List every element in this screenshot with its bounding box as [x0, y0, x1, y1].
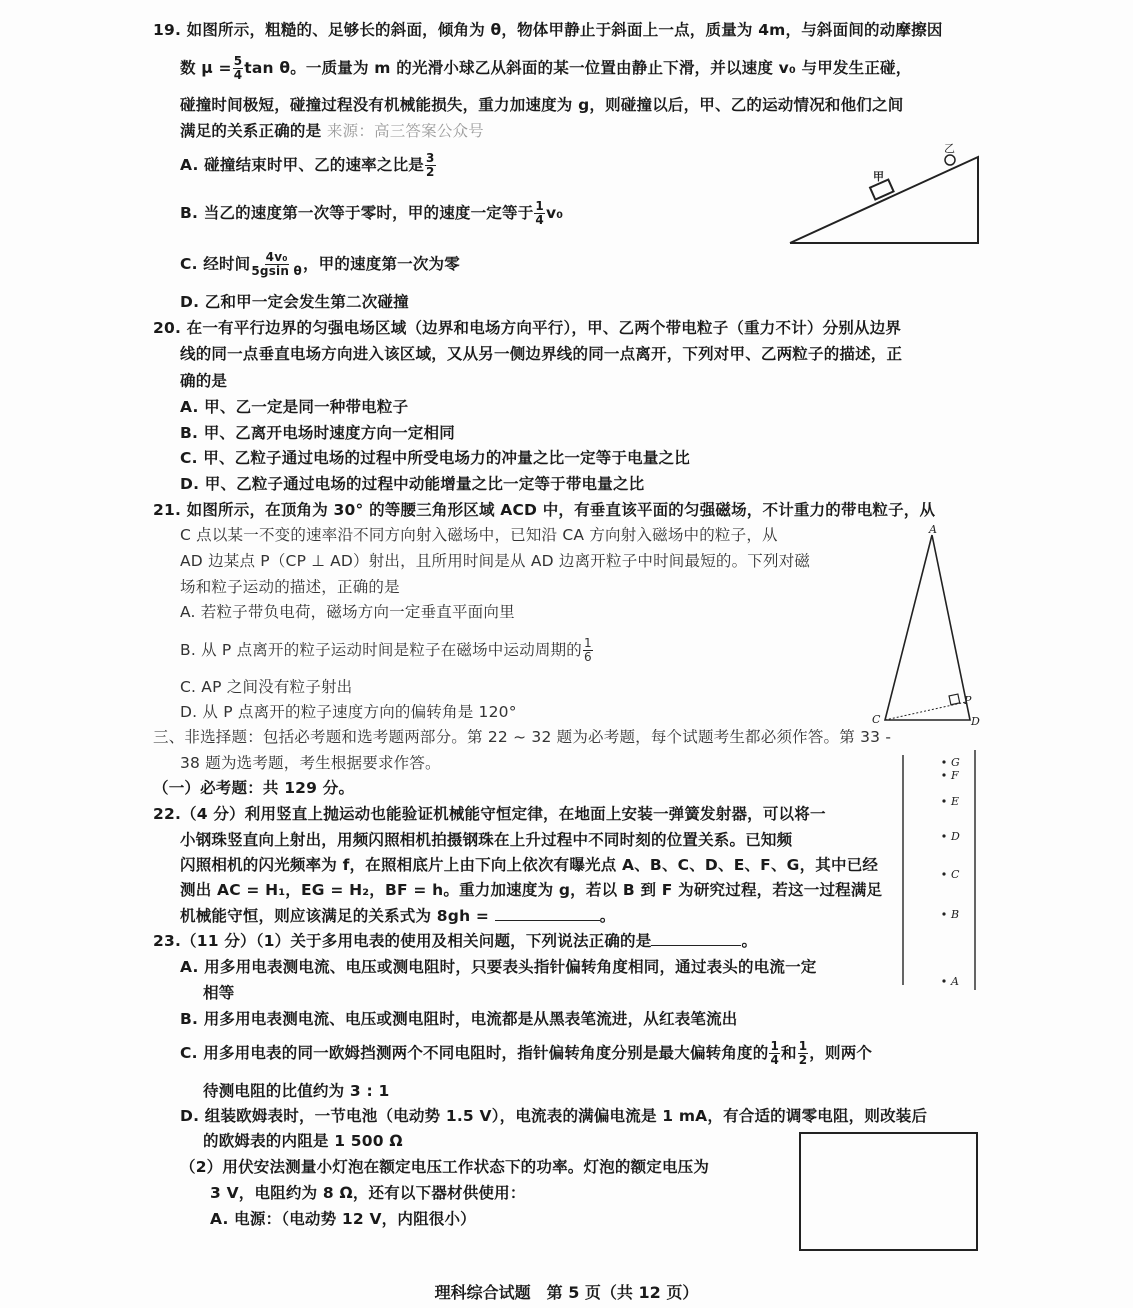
- numerator: 3: [425, 151, 435, 165]
- label-a: A: [929, 523, 937, 536]
- triangle-acd-figure: [885, 535, 970, 720]
- text: A. 碰撞结束时甲、乙的速率之比是: [180, 156, 424, 174]
- denominator: 4: [535, 213, 544, 227]
- q19-option-d: D. 乙和甲一定会发生第二次碰撞: [180, 293, 409, 311]
- q20-option-c: C. 甲、乙粒子通过电场的过程中所受电场力的冲量之比一定等于电量之比: [180, 449, 690, 467]
- section3-line2: 38 题为选考题，考生根据要求作答。: [180, 754, 441, 772]
- q22-line3: 闪照相机的闪光频率为 f，在照相底片上由下向上依次有曝光点 A、B、C、D、E、F、G，其中已经: [180, 856, 879, 874]
- point-a: [942, 979, 945, 982]
- q23-option-c-cont: 待测电阻的比值约为 3 : 1: [203, 1082, 390, 1100]
- q23-option-a: A. 用多用电表测电流、电压或测电阻时，只要表头指针偏转角度相同，通过表头的电流一定: [180, 958, 817, 976]
- label-jia: 甲: [873, 170, 884, 183]
- point-label: A: [951, 975, 959, 988]
- q21-option-d: D. 从 P 点离开的粒子速度方向的偏转角是 120°: [180, 703, 517, 721]
- q23-option-d-cont: 的欧姆表的内阻是 1 500 Ω: [203, 1132, 403, 1150]
- incline-triangle: [790, 157, 978, 243]
- q22-line2: 小钢珠竖直向上射出，用频闪照相机拍摄钢珠在上升过程中不同时刻的位置关系。已知频: [180, 831, 793, 849]
- q20-option-b: B. 甲、乙离开电场时速度方向一定相同: [180, 424, 455, 442]
- q20-line1: 20. 在一有平行边界的匀强电场区域（边界和电场方向平行），甲、乙两个带电粒子（重力不计）分别从边界: [153, 319, 902, 337]
- flash-points-figure: [903, 750, 975, 990]
- numerator: 5: [233, 54, 243, 68]
- denominator: 2: [798, 1053, 808, 1067]
- q22-line1: 22.（4 分）利用竖直上抛运动也能验证机械能守恒定律，在地面上安装一弹簧发射器，可以将一: [153, 805, 826, 823]
- text: tan θ。一质量为 m 的光滑小球乙从斜面的某一位置由静止下滑，并以速度 v₀ 与甲发生正碰，: [244, 59, 912, 77]
- denominator: 4: [770, 1053, 780, 1067]
- triangle-acd: [885, 535, 970, 720]
- label-p: P: [964, 694, 972, 707]
- text: 满足的关系正确的是: [180, 122, 322, 140]
- q19-line1: 19. 如图所示，粗糙的、足够长的斜面，倾角为 θ，物体甲静止于斜面上一点，质量为 4m，与斜面间的动摩擦因: [153, 21, 943, 39]
- q22-line4: 测出 AC = H₁，EG = H₂，BF = h。重力加速度为 g，若以 B 到 F 为研究过程，若这一过程满足: [180, 881, 883, 899]
- q23-part2-line2: 3 V，电阻约为 8 Ω，还有以下器材供使用：: [210, 1184, 526, 1202]
- label-c: C: [872, 713, 881, 726]
- text: 机械能守恒，则应该满足的关系式为 8gh =: [180, 907, 490, 925]
- q21-option-a: A. 若粒子带负电荷，磁场方向一定垂直平面向里: [180, 603, 515, 621]
- numerator: 4v₀: [265, 250, 288, 264]
- label-yi: 乙: [944, 142, 955, 155]
- q20-option-a: A. 甲、乙一定是同一种带电粒子: [180, 398, 409, 416]
- point-label: C: [951, 868, 960, 881]
- numerator: 1: [535, 199, 544, 213]
- point-label: B: [951, 908, 960, 921]
- point-b: [942, 912, 945, 915]
- text: 23.（11 分）（1）关于多用电表的使用及相关问题，下列说法正确的是: [153, 932, 652, 950]
- point-c: [942, 872, 945, 875]
- q20-line2: 线的同一点垂直电场方向进入该区域，又从另一侧边界线的同一点离开，下列对甲、乙两粒子的描述，正: [180, 345, 903, 363]
- q19-line3: 碰撞时间极短，碰撞过程没有机械能损失，重力加速度为 g，则碰撞以后，甲、乙的运动情况和他们之间: [180, 96, 904, 114]
- page-footer: 理科综合试题 第 5 页（共 12 页）: [434, 1283, 699, 1302]
- q20-line3: 确的是: [180, 372, 228, 390]
- text: B. 从 P 点离开的粒子运动时间是粒子在磁场中运动周期的: [180, 641, 582, 659]
- q21-line1: 21. 如图所示，在顶角为 30° 的等腰三角形区域 ACD 中，有垂直该平面的匀强磁场，不计重力的带电粒子，从: [153, 501, 936, 519]
- numerator: 1: [770, 1039, 780, 1053]
- label-d: D: [971, 715, 980, 728]
- q23-option-a-cont: 相等: [203, 984, 235, 1002]
- q23-option-d: D. 组装欧姆表时，一节电池（电动势 1.5 V），电流表的满偏电流是 1 mA，有合适的调零电阻，则改装后: [180, 1107, 928, 1125]
- incline-figure: [790, 155, 978, 243]
- point-f: [942, 773, 945, 776]
- point-e: [942, 799, 945, 802]
- text: C. 用多用电表的同一欧姆挡测两个不同电阻时，指针偏转角度分别是最大偏转角度的: [180, 1044, 769, 1062]
- answer-box[interactable]: [800, 1133, 977, 1250]
- point-d: [942, 834, 945, 837]
- text: v₀: [545, 204, 564, 222]
- text: 。: [741, 932, 758, 950]
- numerator: 1: [798, 1039, 808, 1053]
- section3-line1: 三、非选择题：包括必考题和选考题两部分。第 22 ~ 32 题为必考题，每个试题考生都必须作答。第 33 -: [153, 728, 892, 746]
- source-watermark: 来源：高三答案公众号: [326, 122, 484, 140]
- text: ，则两个: [809, 1044, 873, 1062]
- text: 数 μ =: [180, 59, 232, 77]
- section3-subheading: （一）必考题：共 129 分。: [153, 779, 355, 797]
- text: C. 经时间: [180, 255, 251, 273]
- text: 。: [599, 907, 616, 925]
- point-label: F: [951, 769, 959, 782]
- q21-option-c: C. AP 之间没有粒子射出: [180, 678, 353, 696]
- point-label: G: [951, 756, 960, 769]
- q21-line3: AD 边某点 P（CP ⊥ AD）射出，且所用时间是从 AD 边离开粒子中时间最短的。下列对磁: [180, 552, 811, 570]
- text: 和: [781, 1044, 797, 1062]
- ball-yi: [945, 155, 955, 165]
- text: ，甲的速度第一次为零: [302, 255, 460, 273]
- point-label: E: [951, 795, 960, 808]
- text: B. 当乙的速度第一次等于零时，甲的速度一定等于: [180, 204, 534, 222]
- q21-line2: C 点以某一不变的速率沿不同方向射入磁场中，已知沿 CA 方向射入磁场中的粒子，从: [180, 526, 778, 544]
- q21-line4: 场和粒子运动的描述，正确的是: [180, 578, 400, 596]
- q23-option-b: B. 用多用电表测电流、电压或测电阻时，电流都是从黑表笔流进，从红表笔流出: [180, 1010, 738, 1028]
- q20-option-d: D. 甲、乙粒子通过电场的过程中动能增量之比一定等于带电量之比: [180, 475, 645, 493]
- numerator: 1: [584, 636, 592, 650]
- denominator: 5gsin θ: [251, 264, 302, 278]
- point-label: D: [951, 830, 960, 843]
- denominator: 2: [425, 165, 435, 179]
- q23-part2-line1: （2）用伏安法测量小灯泡在额定电压工作状态下的功率。灯泡的额定电压为: [180, 1158, 710, 1176]
- denominator: 4: [233, 68, 243, 82]
- point-g: [942, 760, 945, 763]
- right-angle-mark: [949, 694, 960, 705]
- denominator: 6: [584, 650, 592, 664]
- q23-part2-option-a: A. 电源：（电动势 12 V，内阻很小）: [210, 1210, 476, 1228]
